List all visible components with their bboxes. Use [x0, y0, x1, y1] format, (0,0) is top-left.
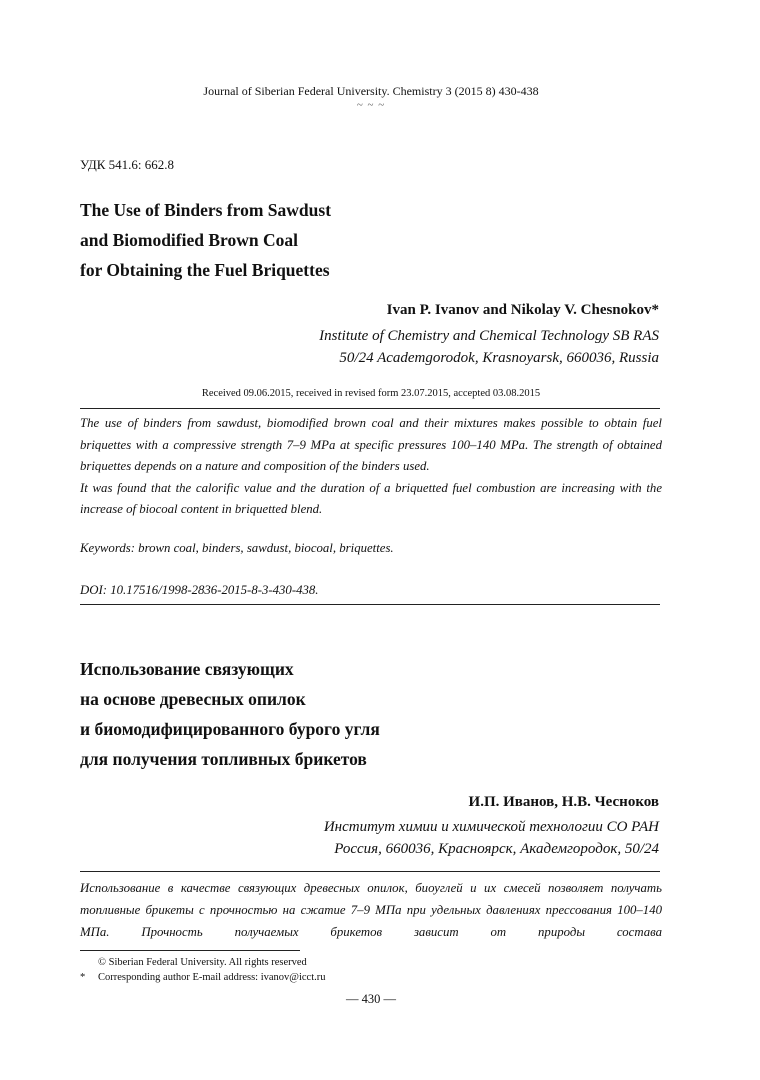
affiliation-en-line: Institute of Chemistry and Chemical Technology SB RAS	[319, 328, 659, 344]
affiliation-en	[319, 325, 659, 369]
abstract-top-rule	[80, 408, 660, 409]
abstract-ru-top-rule	[80, 871, 660, 872]
title-ru-line: для получения топливных брикетов	[80, 749, 367, 769]
udk-code: УДК 541.6: 662.8	[80, 157, 175, 172]
abstract-en-paragraph: It was found that the calorific value and the duration of a briquetted fuel combustion are increasing with the increase of biocoal content in briquetted blend.	[80, 480, 662, 516]
affiliation-ru-line: Россия, 660036, Красноярск, Академгородок, 50/24	[334, 841, 659, 857]
authors-en: Ivan P. Ivanov and Nikolay V. Chesnokov*	[386, 302, 659, 318]
title-ru-line: на основе древесных опилок	[80, 689, 306, 709]
keywords: Keywords: brown coal, binders, sawdust, biocoal, briquettes.	[80, 541, 394, 555]
journal-header: Journal of Siberian Federal University. Chemistry 3 (2015 8) 430-438	[203, 84, 539, 98]
abstract-en	[80, 413, 662, 521]
copyright-text: © Siberian Federal University. All rights reserved	[98, 957, 307, 968]
header-separator: ~ ~ ~	[356, 99, 386, 111]
title-ru-line: и биомодифицированного бурого угля	[80, 719, 380, 739]
affiliation-ru-line: Институт химии и химической технологии СО РАН	[323, 819, 659, 835]
abstract-bottom-rule	[80, 604, 660, 605]
abstract-en-paragraph: The use of binders from sawdust, biomodified brown coal and their mixtures makes possible to obtain fuel briquettes with a compressive strength 7–9 MPa at specific pressures 100–140 MPa. The strength of obtained briquettes depends on a nature and composition of the binders used.	[80, 416, 662, 473]
title-ru-line: Использование связующих	[80, 659, 294, 679]
title-en-line: for Obtaining the Fuel Briquettes	[80, 260, 330, 280]
footnote-mark: *	[80, 972, 86, 983]
footnote-rule	[80, 950, 300, 951]
footnote-copyright	[80, 955, 326, 970]
received-dates: Received 09.06.2015, received in revised form 23.07.2015, accepted 03.08.2015	[201, 388, 541, 399]
article-title-en	[80, 195, 331, 285]
footnote-corresponding	[80, 970, 326, 985]
affiliation-ru	[324, 816, 659, 860]
affiliation-en-line: 50/24 Academgorodok, Krasnoyarsk, 660036, Russia	[339, 350, 659, 366]
title-en-line: The Use of Binders from Sawdust	[80, 200, 332, 220]
corresponding-text: Corresponding author E-mail address: ivanov@icct.ru	[98, 972, 326, 983]
title-en-line: and Biomodified Brown Coal	[80, 230, 298, 250]
article-title-ru	[80, 654, 380, 774]
footnotes	[80, 955, 326, 985]
page-number: — 430 —	[346, 992, 396, 1006]
abstract-ru: Использование в качестве связующих древесных опилок, биоуглей и их смесей позволяет получать топливные брикеты с прочностью на сжатие 7–9 МПа при удельных давлениях прессования 100–140 МПа. Прочность получаемых брикетов зависит от природы состава	[80, 881, 662, 939]
authors-ru: И.П. Иванов, Н.В. Чесноков	[468, 794, 659, 810]
doi: DOI: 10.17516/1998-2836-2015-8-3-430-438.	[80, 583, 319, 597]
